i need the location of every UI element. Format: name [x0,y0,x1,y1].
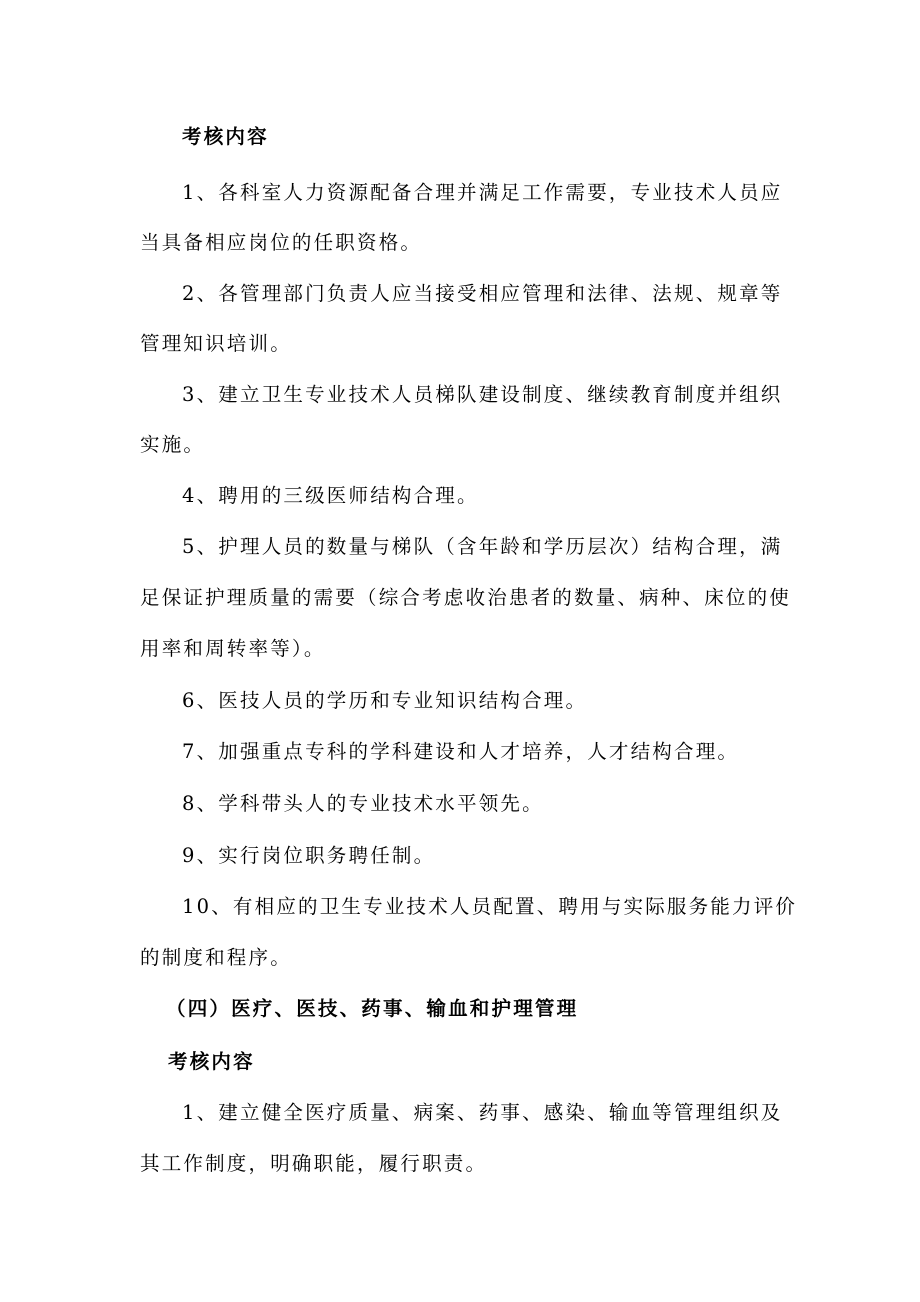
item-2-line-1: 2、各管理部门负责人应当接受相应管理和法律、法规、规章等 [182,282,783,305]
item-10-line-1: 10、有相应的卫生专业技术人员配置、聘用与实际服务能力评价 [182,895,798,918]
item-6: 6、医技人员的学历和专业知识结构合理。 [182,689,588,712]
item-10-line-2: 的制度和程序。 [140,946,292,969]
item-2-line-2: 管理知识培训。 [140,332,292,355]
item-5-line-2: 足保证护理质量的需要（综合考虑收治患者的数量、病种、床位的使 [140,586,792,609]
section-heading-assessment-content: 考核内容 [182,125,269,148]
item-5-line-1: 5、护理人员的数量与梯队（含年龄和学历层次）结构合理，满 [182,535,783,558]
item-3-line-2: 实施。 [140,433,206,456]
section-4-heading-assessment-content: 考核内容 [168,1050,255,1073]
item-4: 4、聘用的三级医师结构合理。 [182,484,479,507]
section-4-item-1-line-2: 其工作制度，明确职能，履行职责。 [140,1152,488,1175]
item-5-line-3: 用率和周转率等）。 [140,637,326,660]
item-1-line-1: 1、各科室人力资源配备合理并满足工作需要，专业技术人员应 [182,181,783,204]
section-4-item-1-line-1: 1、建立健全医疗质量、病案、药事、感染、输血等管理组织及 [182,1101,783,1124]
item-3-line-1: 3、建立卫生专业技术人员梯队建设制度、继续教育制度并组织 [182,383,783,406]
item-8: 8、学科带头人的专业技术水平领先。 [182,792,544,815]
item-9: 9、实行岗位职务聘任制。 [182,844,436,867]
section-4-title: （四）医疗、医技、药事、输血和护理管理 [166,997,579,1020]
item-7: 7、加强重点专科的学科建设和人才培养，人才结构合理。 [182,740,740,763]
item-1-line-2: 当具备相应岗位的任职资格。 [140,231,423,254]
